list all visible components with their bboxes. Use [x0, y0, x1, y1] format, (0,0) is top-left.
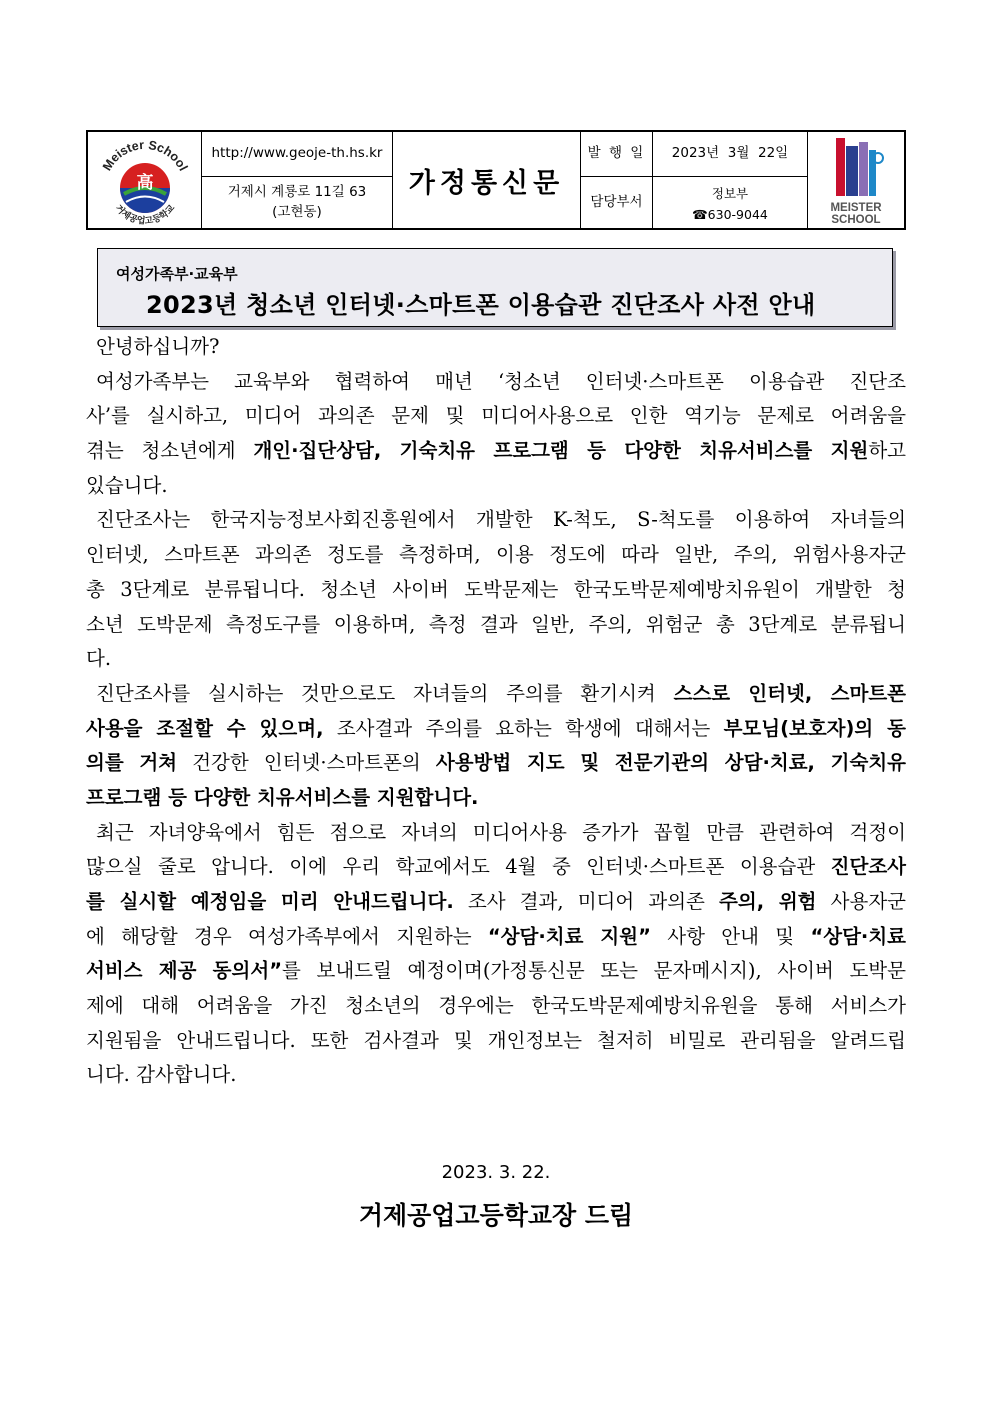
badge-top-text: Meister School — [99, 137, 191, 174]
p4-line5 — [86, 954, 906, 989]
paragraph-1 — [86, 365, 906, 504]
paragraph-2 — [86, 503, 906, 676]
p3-line1-text: 진단조사를 실시하는 것만으로도 자녀들의 주의를 환기시켜 — [96, 681, 674, 705]
p4-line2-bold: 진단조사 — [830, 855, 906, 879]
p4-line4-bold-end: “상담·치료 — [810, 924, 907, 948]
p2-line2: 인터넷, 스마트폰 과의존 정도를 측정하며, 이용 정도에 따라 일반, 주의, 위험사용자군 — [86, 543, 906, 567]
meister-school-logo — [808, 132, 904, 228]
p4-line6: 제에 대해 어려움을 가진 청소년의 경우에는 한국도박문제예방치유원을 통해 서비스가 — [86, 994, 906, 1018]
p4-line5-bold: 서비스 제공 동의서” — [86, 959, 283, 983]
issue-date: 2023년 3월 22일 — [671, 145, 789, 162]
logo-text-line2: SCHOOL — [831, 214, 881, 226]
p3-line2-text: 조사결과 주의를 요하는 학생에 대해서는 — [323, 716, 724, 740]
notice-title-box — [97, 248, 893, 327]
p2-line1: 진단조사는 한국지능정보사회진흥원에서 개발한 K-척도, S-척도를 이용하여 자녀들의 — [96, 508, 906, 532]
logo-text-line1: MEISTER — [830, 202, 882, 214]
address-line2: (고현동) — [272, 203, 322, 220]
p4-line2-text: 많으실 줄로 압니다. 이에 우리 학교에서도 4월 중 인터넷·스마트폰 이용습관 — [86, 855, 831, 879]
p4-line4-text-mid: 사항 안내 및 — [650, 924, 811, 948]
p2-line5: 다. — [86, 647, 112, 671]
p4-line3-text-end: 사용자군 — [816, 890, 907, 913]
dept-name: 정보부 — [711, 185, 749, 201]
notice-title: 2023년 청소년 인터넷·스마트폰 이용습관 진단조사 사전 안내 — [146, 291, 816, 319]
p3-line3 — [86, 746, 906, 781]
letter-body — [86, 330, 906, 1093]
dept-phone: ☎630-9044 — [692, 206, 768, 222]
p3-line1 — [86, 677, 906, 712]
p4-line8: 니다. 감사합니다. — [86, 1063, 237, 1087]
badge-center-char: 高 — [136, 173, 154, 193]
letter-date: 2023. 3. 22. — [441, 1162, 551, 1183]
p4-line3-bold: 를 실시할 예정임을 미리 안내드립니다. — [86, 890, 454, 913]
p3-line3-text: 건강한 인터넷·스마트폰의 — [177, 751, 436, 775]
p4-line3-text: 조사 결과, 미디어 과의존 — [453, 890, 720, 913]
p4-line4-text: 에 해당할 경우 여성가족부에서 지원하는 — [86, 924, 488, 948]
p4-line1: 최근 자녀양육에서 힘든 점으로 자녀의 미디어사용 증가가 꼽힐 만큼 관련하여 걱정이 — [96, 820, 906, 844]
p4-line4-bold: “상담·치료 지원” — [487, 924, 651, 948]
p2-line4: 소년 도박문제 측정도구를 이용하며, 측정 결과 일반, 주의, 위험군 총 3단계로 분류됩니 — [86, 612, 906, 636]
badge-bottom-text: 거제공업고등학교 — [112, 203, 178, 227]
p1-line2: 사’를 실시하고, 미디어 과의존 문제 및 미디어사용으로 인한 역기능 문제로 어려움을 — [86, 404, 906, 428]
p3-line2-bold: 사용을 조절할 수 있으며, — [86, 716, 324, 740]
p3-line4: 프로그램 등 다양한 치유서비스를 지원합니다. — [86, 785, 479, 809]
p4-line3-bold-mid: 주의, 위험 — [719, 890, 817, 913]
p4-line3 — [86, 885, 906, 920]
p3-line3-bold-end: 사용방법 지도 및 전문기관의 상담·치료, 기숙치유 — [435, 751, 907, 775]
dept-label: 담당부서 — [590, 193, 643, 210]
p3-line2-bold-end: 부모님(보호자)의 동 — [723, 716, 906, 740]
letter-signature: 거제공업고등학교장 드림 — [358, 1201, 634, 1230]
p4-line5-text: 를 보내드릴 예정이며(가정통신문 또는 문자메시지), 사이버 도박문 — [282, 959, 906, 983]
dept-info — [653, 177, 807, 228]
p3-line2 — [86, 712, 906, 747]
notice-department: 여성가족부·교육부 — [116, 265, 238, 283]
p3-line3-bold: 의를 거쳐 — [86, 751, 178, 775]
p1-line3-text-end: 하고 — [868, 439, 907, 463]
p1-line4: 있습니다. — [86, 473, 168, 497]
p1-line1: 여성가족부는 교육부와 협력하여 매년 ‘청소년 인터넷·스마트폰 이용습관 진단조 — [96, 369, 906, 393]
greeting: 안녕하십니까? — [96, 335, 220, 358]
p4-line2 — [86, 850, 906, 885]
school-url[interactable]: http://www.geoje-th.hs.kr — [211, 145, 383, 162]
p3-line1-bold: 스스로 인터넷, 스마트폰 — [673, 681, 907, 705]
p4-line7: 지원됨을 안내드립니다. 또한 검사결과 및 개인정보는 철저히 비밀로 관리됨을 알려드립 — [86, 1028, 906, 1052]
p1-line3-text: 겪는 청소년에게 — [86, 439, 254, 463]
p1-line3 — [86, 434, 906, 469]
school-address — [202, 177, 392, 228]
newsletter-header-table — [86, 130, 906, 230]
p4-line4 — [86, 920, 906, 955]
paragraph-4 — [86, 816, 906, 1094]
p1-line3-bold: 개인·집단상담, 기숙치유 프로그램 등 다양한 치유서비스를 지원 — [253, 439, 869, 463]
issue-date-label: 발 행 일 — [587, 145, 646, 162]
address-line1: 거제시 계룡로 11길 63 — [227, 184, 367, 200]
p2-line3: 총 3단계로 분류됩니다. 청소년 사이버 도박문제는 한국도박문제예방치유원이 개발한 청 — [86, 577, 906, 601]
paragraph-3 — [86, 677, 906, 816]
newsletter-title: 가정통신문 — [408, 167, 565, 199]
school-badge-logo — [88, 132, 201, 228]
